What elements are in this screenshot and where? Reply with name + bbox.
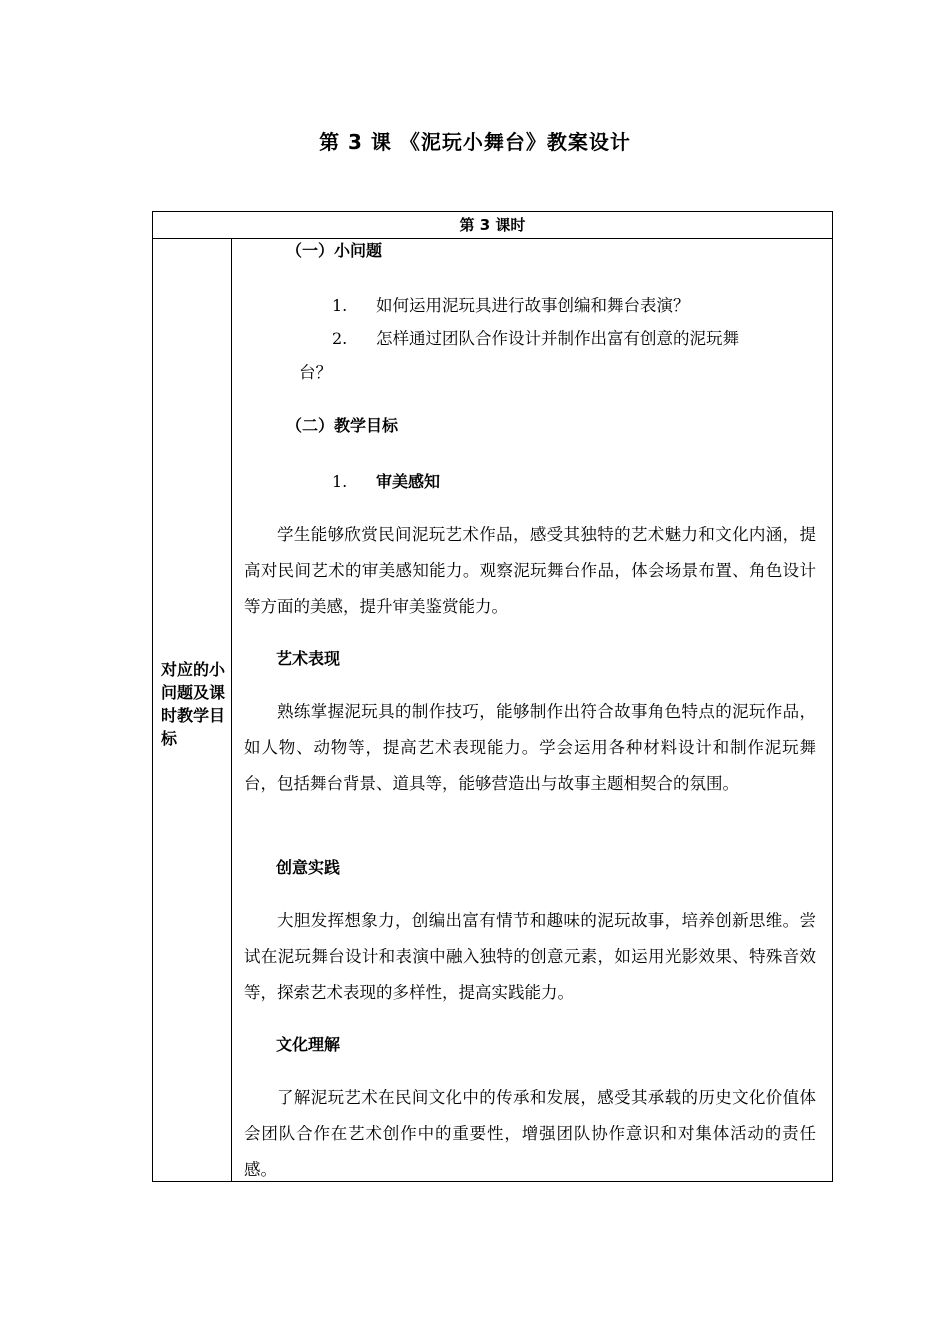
goal-title: 审美感知 (376, 472, 441, 491)
question-number: 1. (332, 296, 348, 315)
question-text: 如何运用泥玩具进行故事创编和舞台表演？ (376, 296, 690, 315)
goal-description: 大胆发挥想象力，创编出富有情节和趣味的泥玩故事，培养创新思维。尝试在泥玩舞台设计和表演中融入独特的创意元素，如运用光影效果、特殊音效等，探索艺术表现的多样性，提高实践能力。 (244, 911, 816, 1002)
lesson-period-header: 第 3 课时 (153, 212, 832, 239)
goal-description: 了解泥玩艺术在民间文化中的传承和发展，感受其承载的历史文化价值体会团队合作在艺术创作中的重要性，增强团队协作意识和对集体活动的责任感。 (244, 1088, 816, 1179)
goal-title: 创意实践 (276, 858, 341, 877)
goal-number: 1. (332, 472, 348, 491)
goal-title: 文化理解 (276, 1035, 341, 1054)
row-label: 对应的小问题及课时教学目标 (161, 660, 226, 748)
lesson-plan-table (152, 211, 833, 1182)
question-text-continuation: 台？ (299, 363, 332, 382)
question-text: 怎样通过团队合作设计并制作出富有创意的泥玩舞 (376, 329, 739, 348)
question-number: 2. (332, 329, 348, 348)
row-label-cell (153, 239, 232, 1181)
goal-description: 学生能够欣赏民间泥玩艺术作品，感受其独特的艺术魅力和文化内涵，提高对民间艺术的审美感知能力。观察泥玩舞台作品，体会场景布置、角色设计等方面的美感，提升审美鉴赏能力。 (244, 525, 816, 616)
section-heading-questions: （一）小问题 (286, 241, 383, 260)
goal-title: 艺术表现 (276, 649, 341, 668)
section-heading-goals: （二）教学目标 (286, 416, 399, 435)
document-title: 第 3 课 《泥玩小舞台》教案设计 (319, 130, 631, 154)
goal-description: 熟练掌握泥玩具的制作技巧，能够制作出符合故事角色特点的泥玩作品，如人物、动物等，提高艺术表现能力。学会运用各种材料设计和制作泥玩舞台，包括舞台背景、道具等，能够营造出与故事主题相契合的氛围。 (244, 702, 816, 793)
content-cell (232, 239, 832, 1181)
